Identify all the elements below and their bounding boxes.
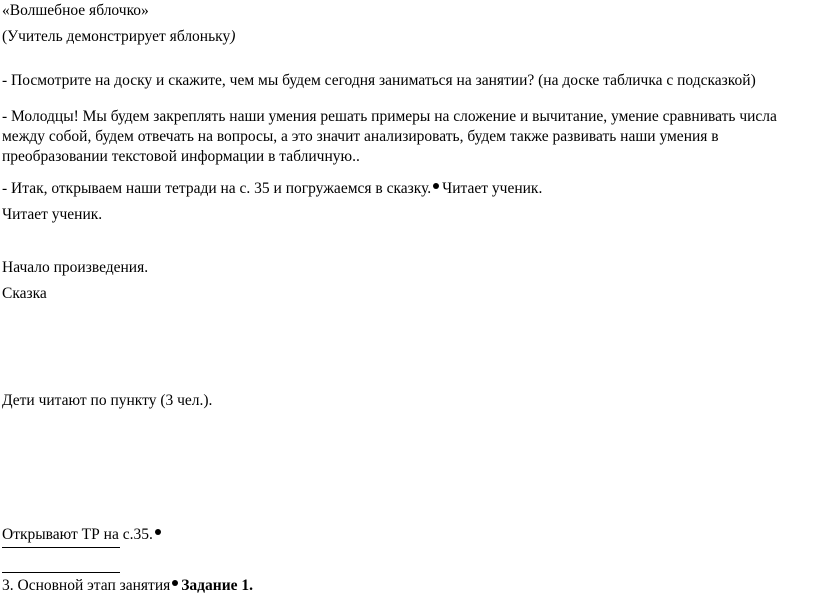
student-reads-text: Читает ученик. <box>2 206 103 223</box>
notebook-text: - Итак, открываем наши тетради на с. 35 и погружаемся в сказку. <box>2 180 432 197</box>
tale-text: Сказка <box>2 285 47 302</box>
title-text: «Волшебное яблочко» <box>2 2 149 19</box>
tale-line <box>2 284 47 304</box>
praise-text: - Молодцы! Мы будем закреплять наши умения решать примеры на сложение и вычитание, умение сравнивать числа между собой, будем отвечать на вопросы, а это значит анализировать, будем также развивать наши умения в преобразовании текстовой информации в табличную.. <box>2 108 777 165</box>
teacher-note <box>2 27 235 47</box>
children-read-line <box>2 391 212 411</box>
children-read-text: Дети читают по пункту (3 чел.). <box>2 392 213 409</box>
main-stage-line <box>2 576 253 596</box>
question-text: - Посмотрите на доску и скажите, чем мы будем сегодня заниматься на занятии? (на доске табличка с подсказкой) <box>2 72 756 89</box>
divider-line <box>2 572 120 573</box>
teacher-note-text: (Учитель демонстрирует яблоньку <box>2 28 231 45</box>
notebook-line <box>2 179 542 199</box>
bullet-icon <box>433 183 439 189</box>
bullet-icon <box>172 580 178 586</box>
open-workbook-text: Открывают ТР на с.35. <box>2 526 153 543</box>
bullet-icon <box>155 529 161 535</box>
work-start-line <box>2 258 148 278</box>
document-title <box>2 1 149 21</box>
main-stage-text: 3. Основной этап занятия <box>2 577 171 594</box>
student-reads-line <box>2 205 102 225</box>
question-paragraph <box>2 71 797 91</box>
notebook-tail: Читает ученик. <box>442 180 543 197</box>
open-workbook-line <box>2 525 164 545</box>
teacher-note-close: ) <box>230 28 236 45</box>
work-start-text: Начало произведения. <box>2 259 149 276</box>
praise-paragraph <box>2 107 797 167</box>
divider-line <box>2 547 120 548</box>
task-label: Задание 1. <box>181 577 254 594</box>
